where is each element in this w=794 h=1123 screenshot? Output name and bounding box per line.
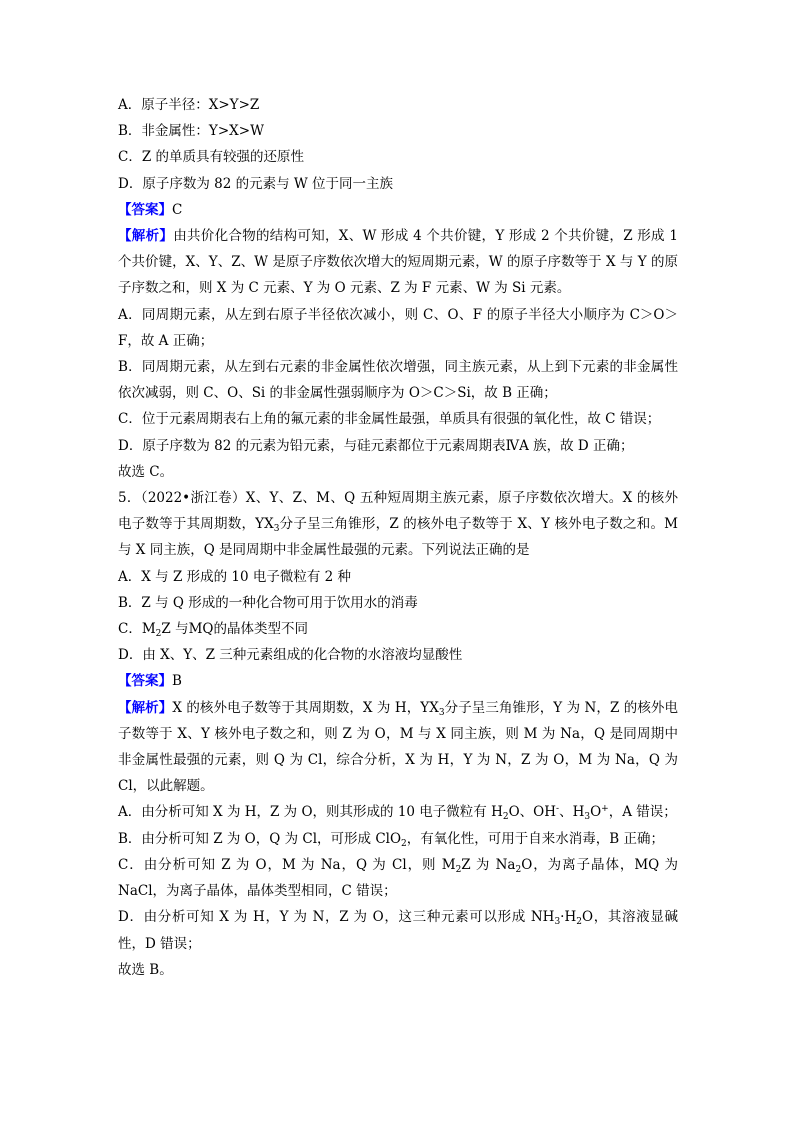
q5-option-c xyxy=(118,616,678,642)
q5-option-d: D．由 X、Y、Z 三种元素组成的化合物的水溶液均显酸性 xyxy=(118,647,463,664)
exp-d-sub-2: 2 xyxy=(576,917,582,928)
q5-explain-a xyxy=(118,799,678,825)
formula-z: Z 与 xyxy=(161,621,189,638)
exp-c-1: C．由分析可知 Z 为 O，M 为 Na，Q 为 Cl，则 M xyxy=(118,856,456,873)
q5-analysis xyxy=(118,695,678,800)
answer-tag: 【答案】 xyxy=(118,673,172,690)
q5-explain-b xyxy=(118,826,678,852)
analysis-tag: 【解析】 xyxy=(118,228,174,245)
q5-answer xyxy=(118,668,678,694)
stem-formula: YX xyxy=(255,516,274,533)
q4-answer xyxy=(118,197,678,223)
q5-option-b: B．Z 与 Q 形成的一种化合物可用于饮用水的消毒 xyxy=(118,594,418,611)
exp-a-4: O xyxy=(590,804,602,821)
exp-d-1: D．由分析可知 X 为 H，Y 为 N，Z 为 O，这三种元素可以形成 NH xyxy=(118,909,555,926)
exp-d-3: O，其溶液显碱性，D 错误； xyxy=(118,909,678,952)
option-c-prefix: C． xyxy=(118,621,142,638)
stem-subscript: 3 xyxy=(273,524,280,535)
exp-b-1: B．由分析可知 Z 为 O，Q 为 Cl，可形成 ClO xyxy=(118,830,402,847)
q5-explain-d xyxy=(118,904,678,956)
exp-a-sup-1: - xyxy=(556,804,560,815)
exp-c-sub-1: 2 xyxy=(455,864,462,875)
exp-d-2: ·H xyxy=(560,909,577,926)
q4-option-b: B．非金属性：Y>X>W xyxy=(118,123,264,140)
option-c-suffix: 的晶体类型不同 xyxy=(213,621,308,638)
q4-explain-a: A．同周期元素，从左到右原子半径依次减小，则 C、O、F 的原子半径大小顺序为 C＞O＞F，故 A 正确； xyxy=(118,306,678,349)
exp-a-sub-1: 2 xyxy=(502,812,509,823)
q4-explain-c: C．位于元素周期表右上角的氟元素的非金属性最强，单质具有很强的氧化性，故 C 错误； xyxy=(118,411,661,428)
exp-a-sub-2: 3 xyxy=(584,812,591,823)
analysis-text-2: 分子呈三角锥形，Y 为 N，Z 的核外电子数等于 X、Y 核外电子数之和，则 Z 为 O，M 与 X 同主族，则 M 为 Na，Q 是同周期中非金属性最强的元素，则 Q 为 Cl，综合分析，X 为 H，Y 为 N，Z 为 O，M 为 Na，Q 为 Cl，以此解题。 xyxy=(118,699,679,795)
stem-text-1: 5．（2022•浙江卷）X、Y、Z、M、Q 五种短周期主族元素，原子序数依次增大。X 的核外电子数等于其周期数， xyxy=(118,490,678,533)
formula-mq: MQ xyxy=(188,621,214,638)
exp-a-sup-2: + xyxy=(601,804,609,815)
q5-option-a: A．X 与 Z 形成的 10 电子微粒有 2 种 xyxy=(118,568,352,585)
answer-value: B xyxy=(172,673,182,690)
analysis-subscript: 3 xyxy=(438,707,445,718)
q4-option-d: D．原子序数为 82 的元素与 W 位于同一主族 xyxy=(118,175,394,192)
q5-conclusion: 故选 B。 xyxy=(118,961,173,978)
q4-analysis xyxy=(118,223,678,302)
answer-tag: 【答案】 xyxy=(118,201,172,218)
q4-conclusion: 故选 C。 xyxy=(118,463,174,480)
q5-explain-c xyxy=(118,852,678,904)
formula-subscript: 2 xyxy=(155,629,162,640)
analysis-tag: 【解析】 xyxy=(118,699,173,716)
formula-m: M xyxy=(141,621,156,638)
exp-d-sub-1: 3 xyxy=(554,917,561,928)
q5-stem xyxy=(118,485,678,564)
exp-b-2: ，有氧化性，可用于自来水消毒，B 正确； xyxy=(406,830,664,847)
exp-c-sub-2: 2 xyxy=(515,864,522,875)
exp-b-sub: 2 xyxy=(401,838,407,849)
exp-a-2: O、OH xyxy=(508,804,557,821)
exp-c-3: O，为离子晶体，MQ 为 NaCl，为离子晶体，晶体类型相同，C 错误； xyxy=(118,856,678,900)
q4-option-a: A．原子半径：X>Y>Z xyxy=(118,97,260,113)
answer-value: C xyxy=(172,201,183,218)
exp-a-3: 、H xyxy=(559,804,585,821)
q4-option-c: C．Z 的单质具有较强的还原性 xyxy=(118,149,305,166)
analysis-text-1: X 的核外电子数等于其周期数，X 为 H，YX xyxy=(172,699,439,716)
exp-a-1: A．由分析可知 X 为 H，Z 为 O，则其形成的 10 电子微粒有 H xyxy=(118,804,503,821)
q4-explain-b: B．同周期元素，从左到右元素的非金属性依次增强，同主族元素，从上到下元素的非金属性依次减弱，则 C、O、Si 的非金属性强弱顺序为 O＞C＞Si，故 B 正确； xyxy=(118,359,678,402)
stem-text-2: 分子呈三角锥形，Z 的核外电子数等于 X、Y 核外电子数之和。M 与 X 同主族，Q 是同周期中非金属性最强的元素。下列说法正确的是 xyxy=(118,516,678,559)
analysis-text: 由共价化合物的结构可知，X、W 形成 4 个共价键，Y 形成 2 个共价键，Z 形成 1 个共价键，X、Y、Z、W 是原子序数依次增大的短周期元素，W 的原子序数等于 X 与 Y 的原子序数之和，则 X 为 C 元素、Y 为 O 元素、Z 为 F 元素、W 为 Si 元素。 xyxy=(118,228,678,297)
page-content xyxy=(118,92,678,983)
q4-explain-d: D．原子序数为 82 的元素为铅元素，与硅元素都位于元素周期表ⅣA 族，故 D 正确； xyxy=(118,437,634,454)
exp-a-5: ，A 错误； xyxy=(608,804,677,821)
exp-c-2: Z 为 Na xyxy=(461,856,516,873)
